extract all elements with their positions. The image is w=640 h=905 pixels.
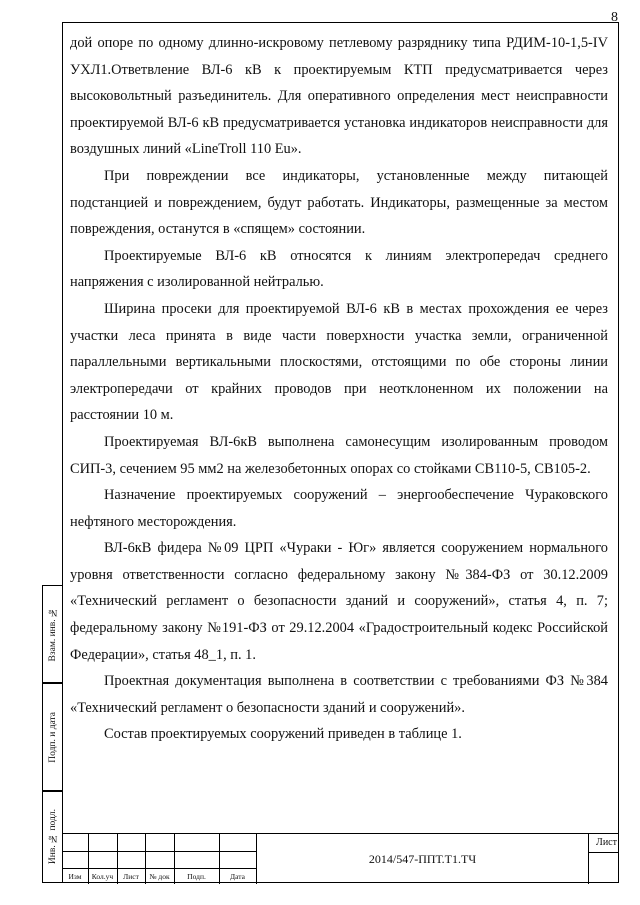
paragraph: При повреждении все индикаторы, установленные между питающей подстанцией и повреждением, будут работать. Индикаторы, размещенные за местом повреждения, останутся в «спящем» состоянии. — [70, 167, 608, 238]
divider — [62, 868, 256, 869]
paragraph: Проектируемая ВЛ-6кВ выполнена самонесущим изолированным проводом СИП-3, сечением 95 мм2 на железобетонных опорах со стойками СВ110-5, СВ105-2. — [70, 433, 608, 477]
paragraph: Проектная документация выполнена в соответствии с требованиями ФЗ №384 «Технический регламент о безопасности зданий и сооружений». — [70, 673, 608, 716]
column-label-date: Дата — [230, 872, 245, 881]
sheet-label: Лист — [596, 837, 617, 848]
column-label-signature: Подп. — [187, 872, 206, 881]
divider — [589, 852, 619, 853]
column-label-change: Изм — [68, 872, 82, 881]
paragraph: ВЛ-6кВ фидера №09 ЦРП «Чураки - Юг» является сооружением нормального уровня ответственности согласно федеральному закону №384-ФЗ от 30.12.2009 «Технический регламент о безопасности зданий и сооружений», статья 4, п. 7; федеральному закону №191-ФЗ от 29.12.2004 «Градостроительный кодекс Российской Федерации», статья 48_1, п. 1. — [70, 540, 608, 663]
side-label-signature-date: Подп. и дата — [42, 683, 62, 791]
paragraph: дой опоре по одному длинно-искровому петлевому разряднику типа РДИМ-10-1,5-IV УХЛ1.Ответвление ВЛ-6 кВ к проектируемым КТП предусматривается через высоковольтный разъединитель. Для оперативного определения мест неисправности проектируемой ВЛ-6 кВ предусматривается установка индикаторов неисправности для воздушных линий «LineTroll 110 Eu». — [70, 35, 608, 158]
side-label-replacement-inventory: Взам. инв. № — [42, 585, 62, 683]
paragraph: Состав проектируемых сооружений приведен в таблице 1. — [104, 726, 462, 743]
sheet-cell — [589, 834, 619, 884]
title-block — [62, 833, 619, 884]
document-code: 2014/547-ППТ.Т1.ТЧ — [256, 834, 589, 884]
side-label-original-inventory: Инв. № подл. — [42, 791, 62, 883]
document-body — [70, 30, 608, 748]
paragraph: Назначение проектируемых сооружений – энергообеспечение Чураковского нефтяного месторождения. — [70, 487, 608, 530]
title-block-grid — [62, 834, 256, 884]
page-number: 8 — [611, 10, 618, 25]
paragraph: Ширина просеки для проектируемой ВЛ-6 кВ в местах прохождения ее через участки леса принята в виде части поверхности участка земли, ограниченной параллельными вертикальными плоскостями, отстоящими по обе стороны линии электропередачи от крайних проводов при неотклоненном их положении на расстоянии 10 м. — [70, 300, 608, 424]
divider — [62, 851, 256, 852]
column-label-qty: Кол.уч — [91, 872, 114, 881]
column-label-doc-number: № док — [149, 872, 170, 881]
paragraph: Проектируемые ВЛ-6 кВ относятся к линиям электропередач среднего напряжения с изолированной нейтралью. — [70, 247, 608, 291]
column-label-sheet: Лист — [123, 872, 139, 881]
